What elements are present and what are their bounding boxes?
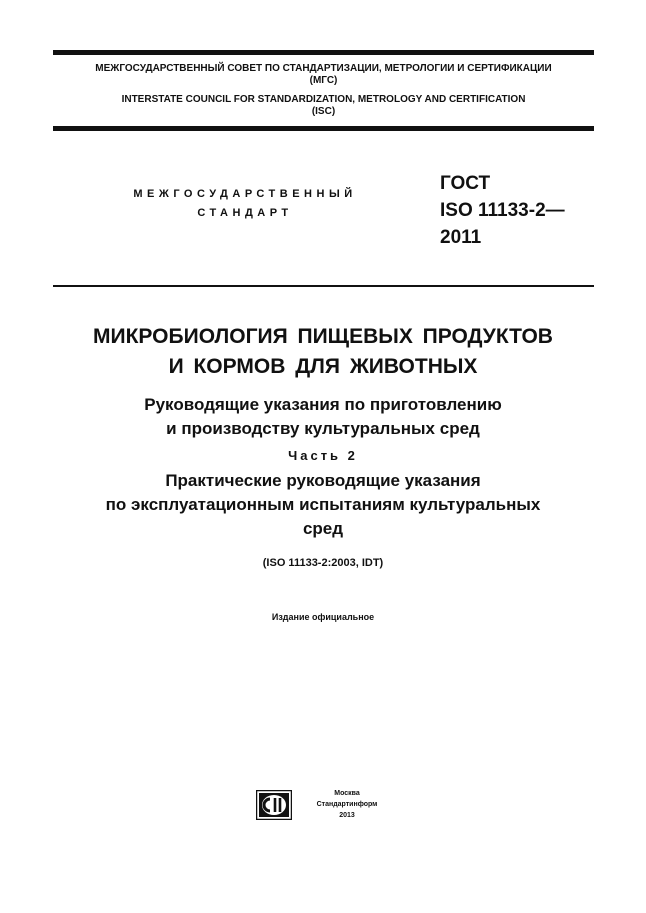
part-title [40,469,606,541]
standard-kind-line2: СТАНДАРТ [197,207,293,219]
council-ru-abbr: (МГС) [309,75,338,86]
designation-line2: ISO 11133-2— [440,200,565,221]
standard-kind-line1: МЕЖГОСУДАРСТВЕННЫЙ [133,188,357,200]
header-bottom-rule [53,126,594,131]
top-rule [53,50,594,55]
standard-kind [110,185,380,223]
document-title [40,322,606,382]
designation-line3: 2011 [440,227,482,248]
document-subtitle [40,393,606,441]
part-title-line3: сред [302,519,344,538]
part-number: Часть 2 [288,448,358,463]
edition-note: Издание официальное [271,612,375,622]
publisher-name: Стандартинформ [316,801,378,808]
subtitle-line2: и производству культуральных сред [166,419,480,438]
standard-designation [440,170,565,251]
publisher-city: Москва [334,790,360,797]
divider-rule [53,285,594,287]
standartinform-logo-icon [256,790,292,820]
title-line2: И КОРМОВ ДЛЯ ЖИВОТНЫХ [168,355,478,378]
council-ru: МЕЖГОСУДАРСТВЕННЫЙ СОВЕТ ПО СТАНДАРТИЗАЦИИ, МЕТРОЛОГИИ И СЕРТИФИКАЦИИ [95,63,552,74]
title-line1: МИКРОБИОЛОГИЯ ПИЩЕВЫХ ПРОДУКТОВ [93,325,553,348]
subtitle-line1: Руководящие указания по приготовлению [144,395,502,414]
council-en-abbr: (ISC) [311,106,336,117]
part-title-line1: Практические руководящие указания [165,471,481,490]
council-header [53,63,594,118]
publisher-info [302,788,392,821]
part-title-line2: по эксплуатационным испытаниям культуральных [105,495,541,514]
publisher-year: 2013 [339,812,355,819]
iso-reference: (ISO 11133-2:2003, IDT) [262,557,384,569]
council-en: INTERSTATE COUNCIL FOR STANDARDIZATION, METROLOGY AND CERTIFICATION [121,94,526,105]
designation-line1: ГОСТ [440,173,491,194]
